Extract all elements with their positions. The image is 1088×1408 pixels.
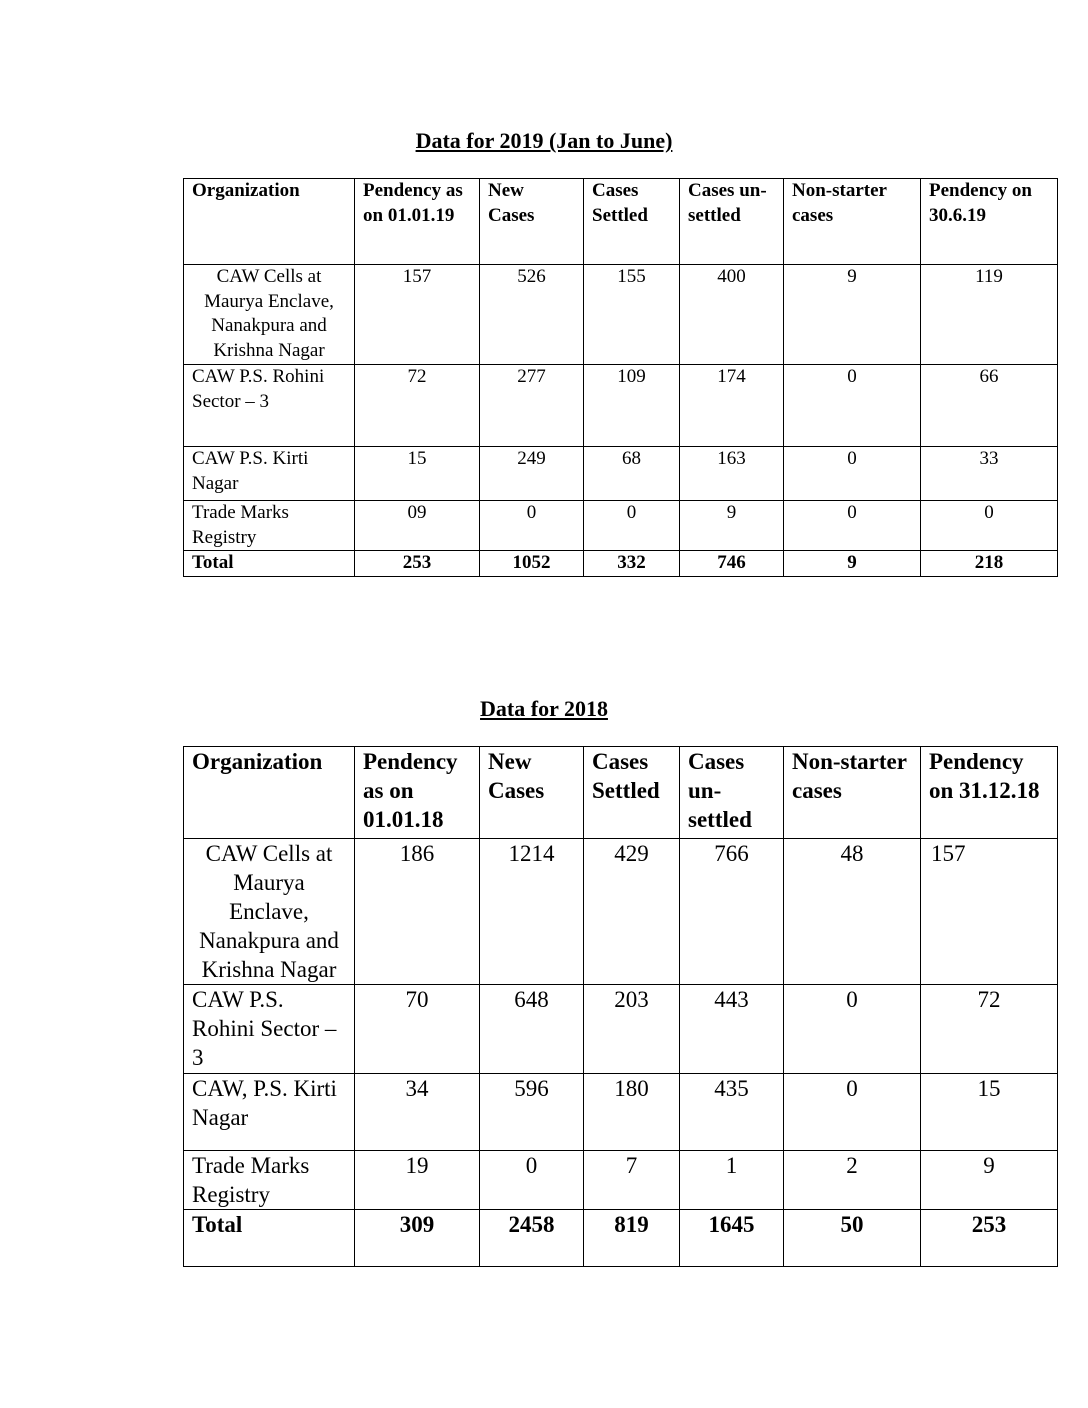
- column-header: Pendency on 30.6.19: [921, 179, 1058, 265]
- value-cell: 203: [584, 985, 680, 1074]
- value-cell: 15: [355, 447, 480, 501]
- value-cell: 0: [784, 447, 921, 501]
- value-cell: 0: [921, 501, 1058, 551]
- total-value: 819: [584, 1210, 680, 1267]
- value-cell: 19: [355, 1151, 480, 1210]
- column-header: Pendency as on 01.01.19: [355, 179, 480, 265]
- column-header: Cases Settled: [584, 747, 680, 839]
- value-cell: 0: [584, 501, 680, 551]
- column-header: New Cases: [480, 747, 584, 839]
- value-cell: 0: [480, 501, 584, 551]
- value-cell: 1214: [480, 839, 584, 985]
- table-row: [184, 985, 1058, 1074]
- column-header: Organization: [184, 179, 355, 265]
- value-cell: 443: [680, 985, 784, 1074]
- organization-cell: CAW, P.S. Kirti Nagar: [184, 1074, 355, 1151]
- total-value: 253: [921, 1210, 1058, 1267]
- value-cell: 157: [921, 839, 1058, 985]
- value-cell: 1: [680, 1151, 784, 1210]
- value-cell: 70: [355, 985, 480, 1074]
- data-table-2019: [183, 178, 1058, 577]
- value-cell: 119: [921, 265, 1058, 365]
- value-cell: 9: [784, 265, 921, 365]
- value-cell: 648: [480, 985, 584, 1074]
- organization-cell: Trade Marks Registry: [184, 501, 355, 551]
- table-header-row: [184, 747, 1058, 839]
- value-cell: 34: [355, 1074, 480, 1151]
- value-cell: 186: [355, 839, 480, 985]
- total-value: 9: [784, 551, 921, 577]
- value-cell: 7: [584, 1151, 680, 1210]
- total-value: 253: [355, 551, 480, 577]
- value-cell: 277: [480, 365, 584, 447]
- organization-cell: CAW Cells at Maurya Enclave, Nanakpura and Krishna Nagar: [184, 265, 355, 365]
- organization-cell: CAW Cells at Maurya Enclave, Nanakpura and Krishna Nagar: [184, 839, 355, 985]
- value-cell: 155: [584, 265, 680, 365]
- value-cell: 0: [480, 1151, 584, 1210]
- table-title-2019: Data for 2019 (Jan to June): [415, 128, 673, 153]
- value-cell: 163: [680, 447, 784, 501]
- column-header: Pendency as on 01.01.18: [355, 747, 480, 839]
- data-table-2018: [183, 746, 1058, 1267]
- column-header: New Cases: [480, 179, 584, 265]
- value-cell: 249: [480, 447, 584, 501]
- value-cell: 526: [480, 265, 584, 365]
- value-cell: 0: [784, 985, 921, 1074]
- value-cell: 0: [784, 1074, 921, 1151]
- table-row: [184, 265, 1058, 365]
- organization-cell: Trade Marks Registry: [184, 1151, 355, 1210]
- value-cell: 0: [784, 365, 921, 447]
- total-value: 746: [680, 551, 784, 577]
- total-row: [184, 1210, 1058, 1267]
- value-cell: 0: [784, 501, 921, 551]
- column-header: Cases un-settled: [680, 747, 784, 839]
- value-cell: 9: [680, 501, 784, 551]
- table-row: [184, 1074, 1058, 1151]
- value-cell: 66: [921, 365, 1058, 447]
- column-header: Cases un-settled: [680, 179, 784, 265]
- column-header: Pendency on 31.12.18: [921, 747, 1058, 839]
- organization-cell: CAW P.S. Rohini Sector – 3: [184, 365, 355, 447]
- table-row: [184, 1151, 1058, 1210]
- table-header-row: [184, 179, 1058, 265]
- total-value: 2458: [480, 1210, 584, 1267]
- value-cell: 180: [584, 1074, 680, 1151]
- total-value: 309: [355, 1210, 480, 1267]
- table-row: [184, 447, 1058, 501]
- value-cell: 09: [355, 501, 480, 551]
- value-cell: 72: [921, 985, 1058, 1074]
- total-label: Total: [184, 1210, 355, 1267]
- value-cell: 72: [355, 365, 480, 447]
- total-row: [184, 551, 1058, 577]
- value-cell: 15: [921, 1074, 1058, 1151]
- value-cell: 9: [921, 1151, 1058, 1210]
- table-row: [184, 839, 1058, 985]
- value-cell: 435: [680, 1074, 784, 1151]
- value-cell: 157: [355, 265, 480, 365]
- total-value: 218: [921, 551, 1058, 577]
- column-header: Non-starter cases: [784, 747, 921, 839]
- table-title-2018: Data for 2018: [480, 696, 608, 721]
- column-header: Cases Settled: [584, 179, 680, 265]
- column-header: Non-starter cases: [784, 179, 921, 265]
- value-cell: 766: [680, 839, 784, 985]
- column-header: Organization: [184, 747, 355, 839]
- table-row: [184, 365, 1058, 447]
- value-cell: 2: [784, 1151, 921, 1210]
- value-cell: 174: [680, 365, 784, 447]
- total-value: 1052: [480, 551, 584, 577]
- value-cell: 48: [784, 839, 921, 985]
- value-cell: 596: [480, 1074, 584, 1151]
- total-value: 1645: [680, 1210, 784, 1267]
- total-value: 50: [784, 1210, 921, 1267]
- organization-cell: CAW P.S. Kirti Nagar: [184, 447, 355, 501]
- value-cell: 68: [584, 447, 680, 501]
- value-cell: 109: [584, 365, 680, 447]
- total-value: 332: [584, 551, 680, 577]
- value-cell: 400: [680, 265, 784, 365]
- value-cell: 33: [921, 447, 1058, 501]
- total-label: Total: [184, 551, 355, 577]
- value-cell: 429: [584, 839, 680, 985]
- organization-cell: CAW P.S. Rohini Sector – 3: [184, 985, 355, 1074]
- table-row: [184, 501, 1058, 551]
